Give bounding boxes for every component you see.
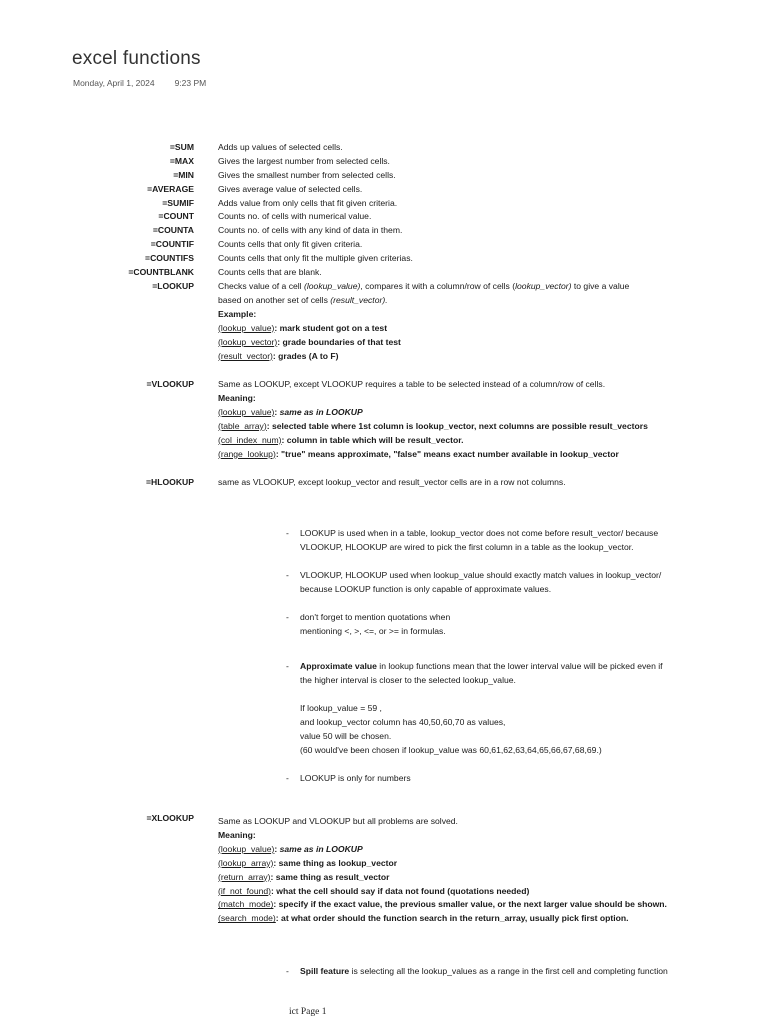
vlookup-name: =VLOOKUP bbox=[146, 379, 194, 389]
function-desc: Counts cells that only fit given criteria. bbox=[218, 239, 363, 250]
text: to give a value bbox=[571, 281, 630, 291]
function-row bbox=[0, 238, 768, 252]
param-key: (match_mode) bbox=[218, 899, 274, 910]
function-name: =COUNTIF bbox=[150, 239, 194, 250]
hlookup-desc: same as VLOOKUP, except lookup_vector and result_vector cells are in a row not columns. bbox=[218, 477, 566, 487]
bullet-dash: - bbox=[286, 569, 289, 580]
param-row bbox=[218, 336, 743, 350]
note-text: because LOOKUP function is only capable of approximate values. bbox=[300, 583, 552, 594]
param-value: : mark student got on a test bbox=[274, 322, 388, 333]
param-row bbox=[218, 871, 743, 885]
param-value: : same thing as lookup_vector bbox=[273, 857, 398, 868]
param-row bbox=[218, 885, 743, 899]
example-text: value 50 will be chosen. bbox=[300, 731, 392, 742]
note-text: is selecting all the lookup_values as a range in the first cell and completing function bbox=[349, 966, 668, 976]
lookup-body bbox=[218, 280, 743, 363]
function-desc: Gives average value of selected cells. bbox=[218, 183, 363, 194]
example-text: and lookup_vector column has 40,50,60,70 as values, bbox=[300, 717, 506, 728]
param-key: (lookup_value) bbox=[218, 322, 275, 333]
page-meta bbox=[73, 78, 206, 88]
note-text: VLOOKUP, HLOOKUP are wired to pick the first column in a table as the lookup_vector. bbox=[300, 541, 634, 552]
note-item bbox=[286, 569, 746, 597]
function-name: =MIN bbox=[173, 169, 194, 180]
function-name: =COUNT bbox=[158, 211, 194, 222]
text-italic: (result_vector). bbox=[330, 294, 388, 305]
notes-list bbox=[286, 527, 746, 786]
note-text: LOOKUP is used when in a table, lookup_vector does not come before result_vector/ because bbox=[300, 528, 659, 538]
param-row bbox=[218, 350, 743, 364]
param-row bbox=[218, 434, 743, 448]
param-row bbox=[218, 898, 743, 912]
param-row bbox=[218, 448, 743, 462]
param-row bbox=[218, 912, 743, 926]
param-key: (lookup_array) bbox=[218, 857, 274, 868]
param-value: same as in LOOKUP bbox=[279, 843, 363, 854]
function-desc: Counts no. of cells with numerical value. bbox=[218, 211, 372, 222]
bullet-dash: - bbox=[286, 528, 289, 538]
page-footer: ict Page 1 bbox=[289, 1007, 327, 1017]
function-name: =COUNTBLANK bbox=[128, 267, 194, 278]
function-name: =COUNTIFS bbox=[145, 253, 194, 264]
bullet-dash: - bbox=[286, 772, 289, 783]
bullet-dash: - bbox=[286, 661, 289, 672]
param-row bbox=[218, 857, 743, 871]
bullet-dash: - bbox=[286, 611, 289, 622]
function-list bbox=[0, 141, 768, 280]
note-text: the higher interval is closer to the selected lookup_value. bbox=[300, 675, 516, 686]
text: based on another set of cells bbox=[218, 294, 331, 305]
page-title: excel functions bbox=[72, 48, 201, 69]
hlookup-name: =HLOOKUP bbox=[146, 477, 194, 487]
vlookup-body bbox=[218, 378, 743, 461]
note-item bbox=[286, 527, 746, 555]
function-row bbox=[0, 197, 768, 211]
bullet-dash: - bbox=[286, 966, 289, 976]
function-row bbox=[0, 155, 768, 169]
param-value: : at what order should the function search in the return_array, usually pick first option. bbox=[275, 913, 629, 924]
param-key: (lookup_value) bbox=[218, 843, 275, 854]
function-name: =SUMIF bbox=[162, 197, 194, 208]
function-desc: Gives the smallest number from selected cells. bbox=[218, 169, 396, 180]
function-row bbox=[0, 183, 768, 197]
text: , compares it with a column/row of cells ( bbox=[360, 281, 516, 291]
note-text: LOOKUP is only for numbers bbox=[300, 772, 411, 783]
xlookup-body bbox=[218, 815, 743, 926]
function-row bbox=[0, 252, 768, 266]
param-key: (if_not_found) bbox=[218, 885, 272, 896]
note-bold: Spill feature bbox=[300, 966, 350, 976]
lookup-desc-line bbox=[218, 280, 743, 294]
note-item bbox=[286, 660, 746, 757]
function-row bbox=[0, 210, 768, 224]
param-key: (lookup_vector) bbox=[218, 336, 278, 347]
param-value: : column in table which will be result_vector. bbox=[281, 434, 464, 445]
note-bold: Approximate value bbox=[300, 661, 377, 672]
function-row bbox=[0, 266, 768, 280]
param-value: : "true" means approximate, "false" means exact number available in lookup_vector bbox=[275, 448, 619, 459]
lookup-name: =LOOKUP bbox=[152, 281, 194, 291]
param-row bbox=[218, 420, 743, 434]
function-name: =AVERAGE bbox=[147, 183, 194, 194]
param-row bbox=[218, 322, 743, 336]
xlookup-name: =XLOOKUP bbox=[146, 813, 194, 823]
param-row: (lookup_value): same as in LOOKUP bbox=[218, 406, 363, 417]
example-text: If lookup_value = 59 , bbox=[300, 703, 382, 714]
note-item bbox=[286, 611, 746, 639]
page-date: Monday, April 1, 2024 bbox=[73, 78, 155, 88]
function-desc: Counts cells that only fit the multiple given criterias. bbox=[218, 253, 413, 264]
lookup-desc-line bbox=[218, 294, 743, 308]
param-value: : grade boundaries of that test bbox=[277, 336, 401, 347]
param-value: : same thing as result_vector bbox=[270, 871, 390, 882]
function-row bbox=[0, 141, 768, 155]
function-desc: Adds up values of selected cells. bbox=[218, 142, 343, 152]
param-key: (lookup_value) bbox=[218, 406, 275, 417]
text-italic: (lookup_value) bbox=[303, 281, 361, 291]
meaning-label: Meaning: bbox=[218, 829, 256, 840]
vlookup-desc: Same as LOOKUP, except VLOOKUP requires a table to be selected instead of a column/row of cells. bbox=[218, 379, 606, 389]
function-desc: Adds value from only cells that fit given criteria. bbox=[218, 197, 398, 208]
param-value: : selected table where 1st column is lookup_vector, next columns are possible result_vectors bbox=[266, 420, 648, 431]
function-row bbox=[0, 169, 768, 183]
page-time: 9:23 PM bbox=[174, 78, 207, 88]
param-value: : what the cell should say if data not found (quotations needed) bbox=[271, 885, 530, 896]
param-key: (return_array) bbox=[218, 871, 271, 882]
example-text: (60 would've been chosen if lookup_value was 60,61,62,63,64,65,66,67,68,69.) bbox=[300, 744, 602, 755]
function-name: =SUM bbox=[169, 142, 194, 152]
function-name: =MAX bbox=[169, 155, 194, 166]
note-text: don't forget to mention quotations when bbox=[300, 611, 451, 622]
function-row bbox=[0, 224, 768, 238]
function-desc: Counts no. of cells with any kind of data in them. bbox=[218, 225, 403, 236]
param-key: (search_mode) bbox=[218, 913, 276, 924]
example-label: Example: bbox=[218, 308, 257, 319]
param-key: (col_index_num) bbox=[218, 434, 282, 445]
text: Checks value of a cell bbox=[218, 281, 304, 291]
spill-note bbox=[286, 965, 746, 979]
param-value: : specify if the exact value, the previous smaller value, or the next larger value should be shown. bbox=[273, 899, 667, 910]
note-item bbox=[286, 772, 746, 786]
param-value: same as in LOOKUP bbox=[279, 406, 363, 417]
note-item bbox=[286, 965, 746, 979]
meaning-label: Meaning: bbox=[218, 392, 256, 403]
xlookup-desc: Same as LOOKUP and VLOOKUP but all problems are solved. bbox=[218, 816, 458, 826]
param-key: (result_vector) bbox=[218, 350, 273, 361]
note-text: in lookup functions mean that the lower interval value will be picked even if bbox=[376, 661, 663, 672]
note-text: mentioning <, >, <=, or >= in formulas. bbox=[300, 625, 446, 636]
text-italic: lookup_vector) bbox=[515, 281, 572, 291]
param-key: (range_lookup) bbox=[218, 448, 276, 459]
param-row: (lookup_value): same as in LOOKUP bbox=[218, 843, 363, 854]
function-desc: Counts cells that are blank. bbox=[218, 267, 322, 278]
note-text: VLOOKUP, HLOOKUP used when lookup_value should exactly match values in lookup_vector/ bbox=[300, 569, 662, 580]
param-key: (table_array) bbox=[218, 420, 267, 431]
param-value: : grades (A to F) bbox=[272, 350, 339, 361]
function-name: =COUNTA bbox=[152, 225, 194, 236]
function-desc: Gives the largest number from selected cells. bbox=[218, 155, 390, 166]
